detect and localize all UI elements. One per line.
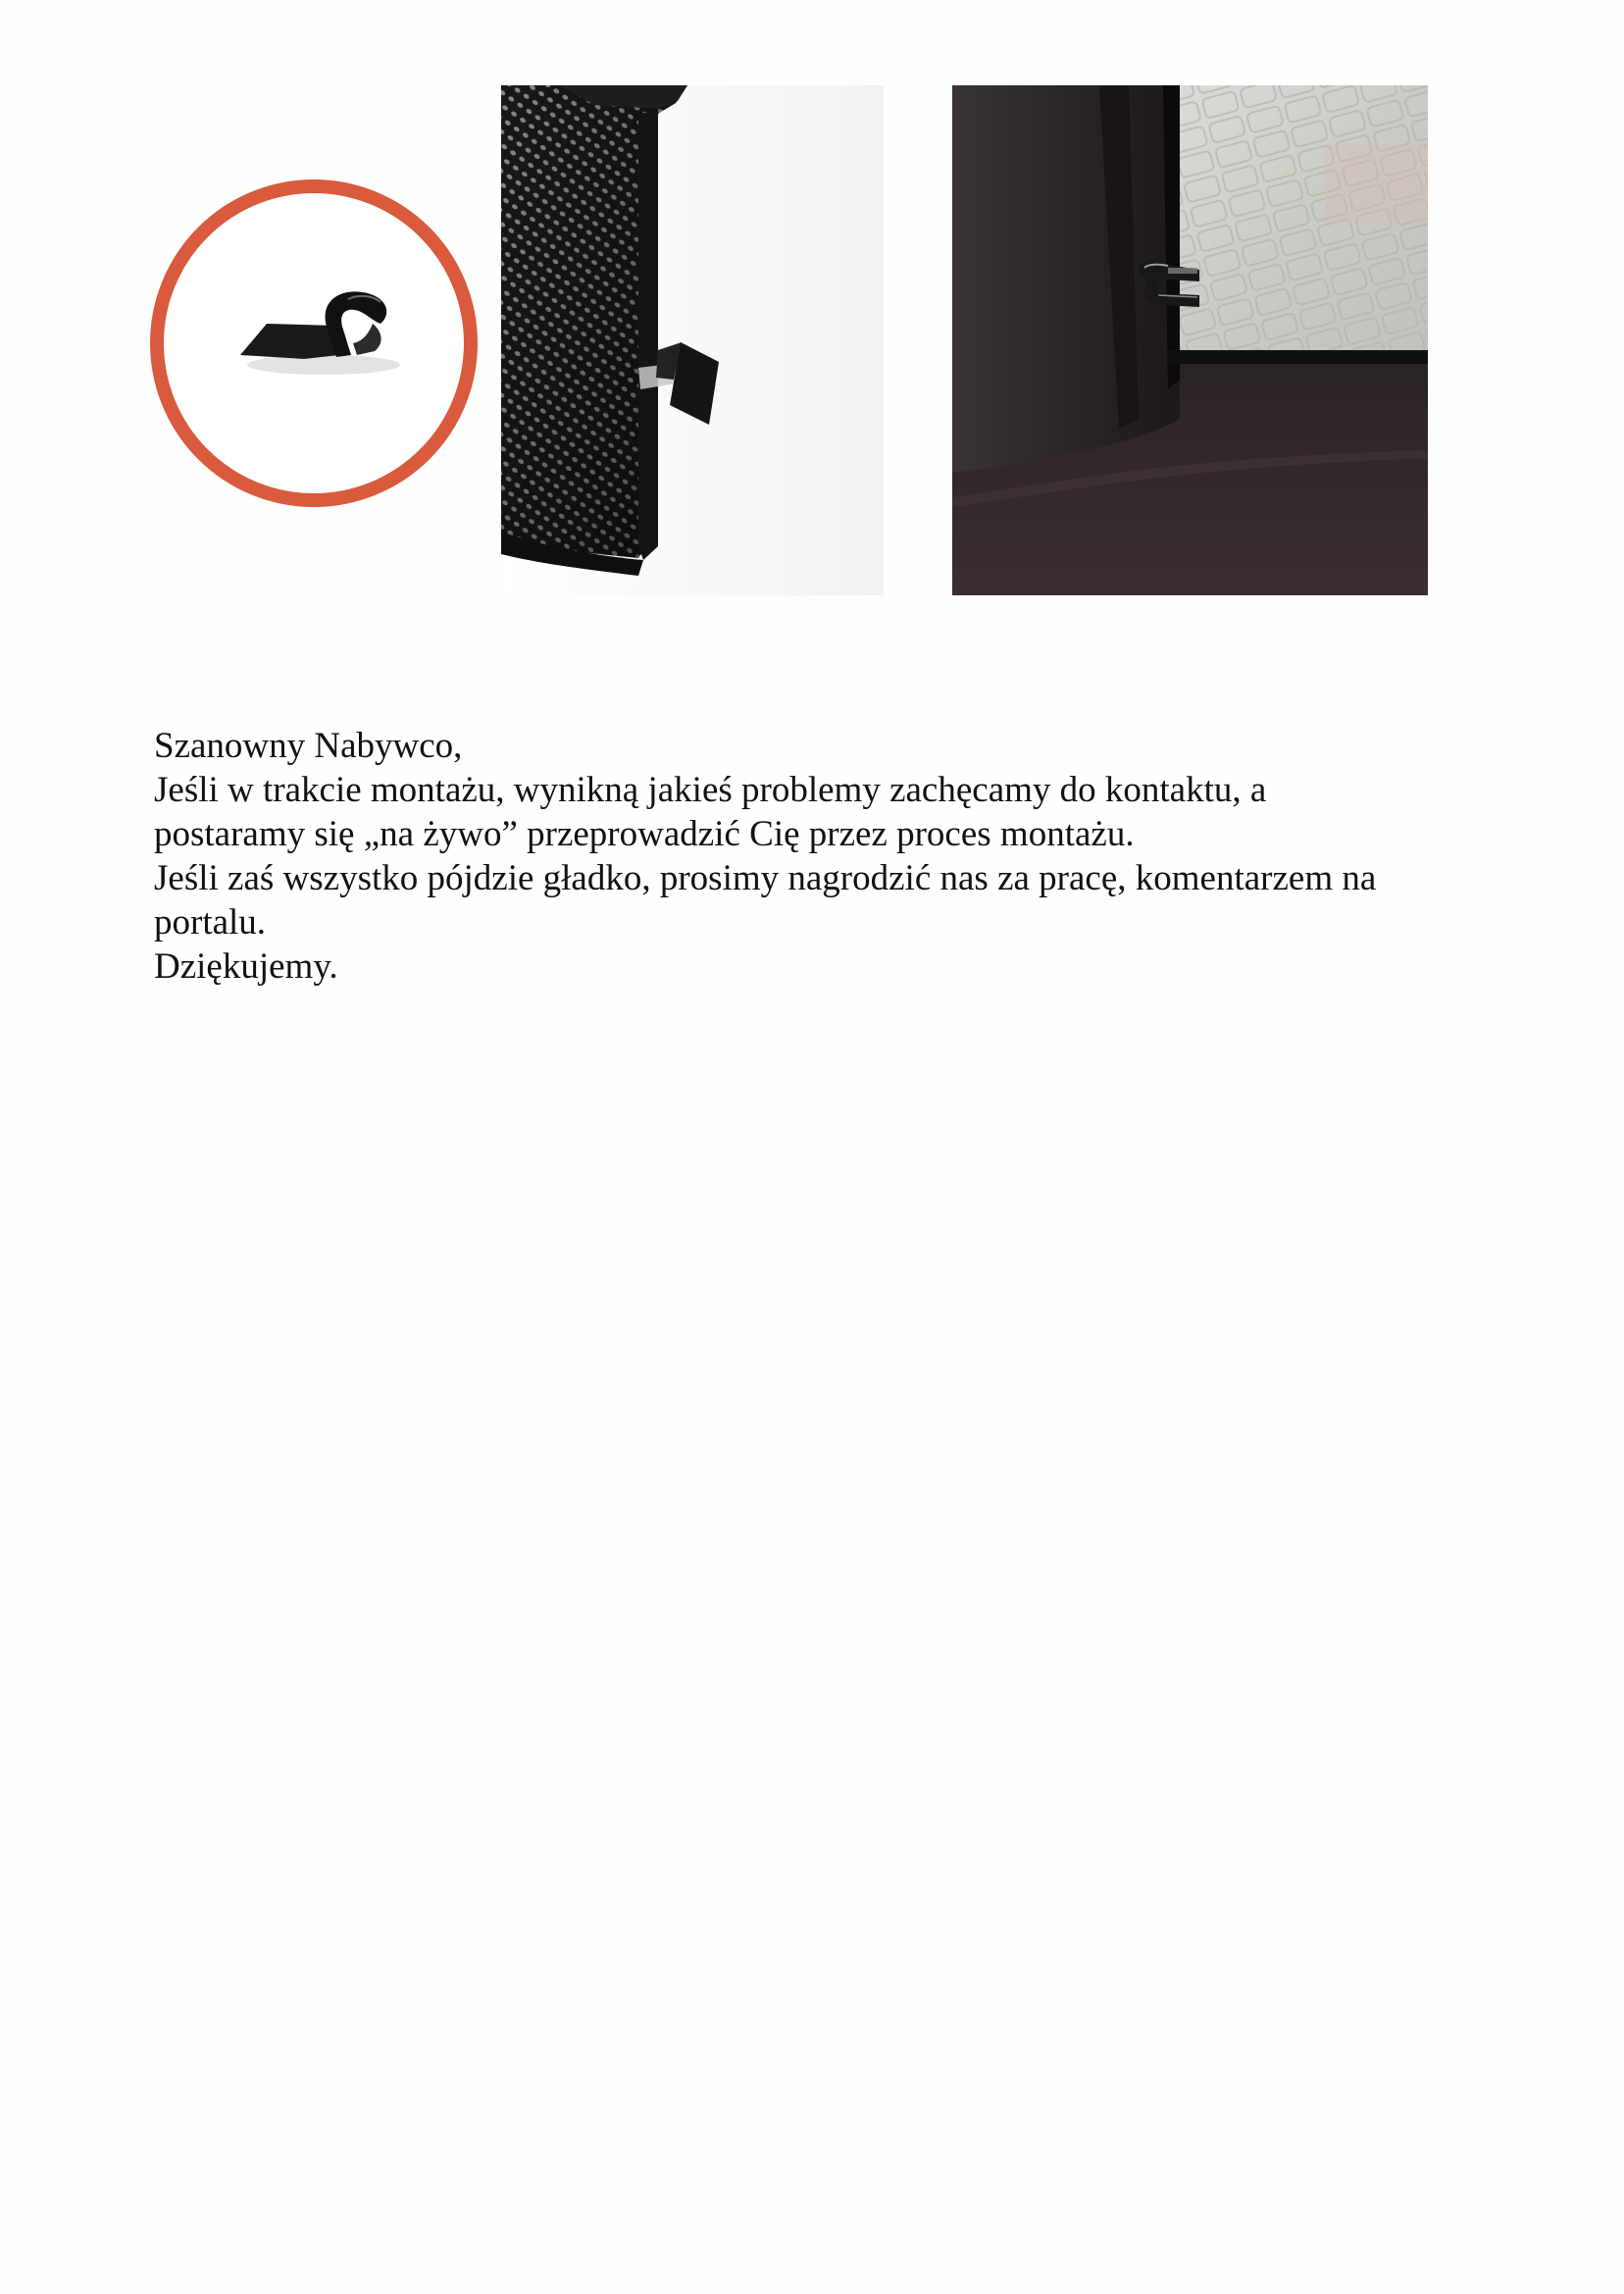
clip-icon (147, 177, 481, 510)
door-pillar (952, 85, 1180, 473)
car-window-clip-photo (952, 85, 1428, 595)
letter-paragraph-2-line-1: Jeśli zaś wszystko pójdzie gładko, prosimy nagrodzić nas za pracę, komentarzem na (154, 858, 1377, 898)
letter-closing: Dziękujemy. (154, 946, 338, 987)
letter-paragraph-1-line-2: postaramy się „na żywo” przeprowadzić Cię przez proces montażu. (154, 814, 1135, 854)
letter-paragraph-1-line-1: Jeśli w trakcie montażu, wynikną jakieś problemy zachęcamy do kontaktu, a (154, 770, 1267, 810)
mesh-shade-photo (501, 85, 884, 595)
letter-paragraph-2-line-2: portalu. (154, 902, 267, 943)
customer-letter (154, 724, 1488, 989)
letter-greeting: Szanowny Nabywco, (154, 726, 463, 766)
clip-icon-figure (147, 177, 481, 510)
mesh-frame-edge (638, 109, 658, 560)
